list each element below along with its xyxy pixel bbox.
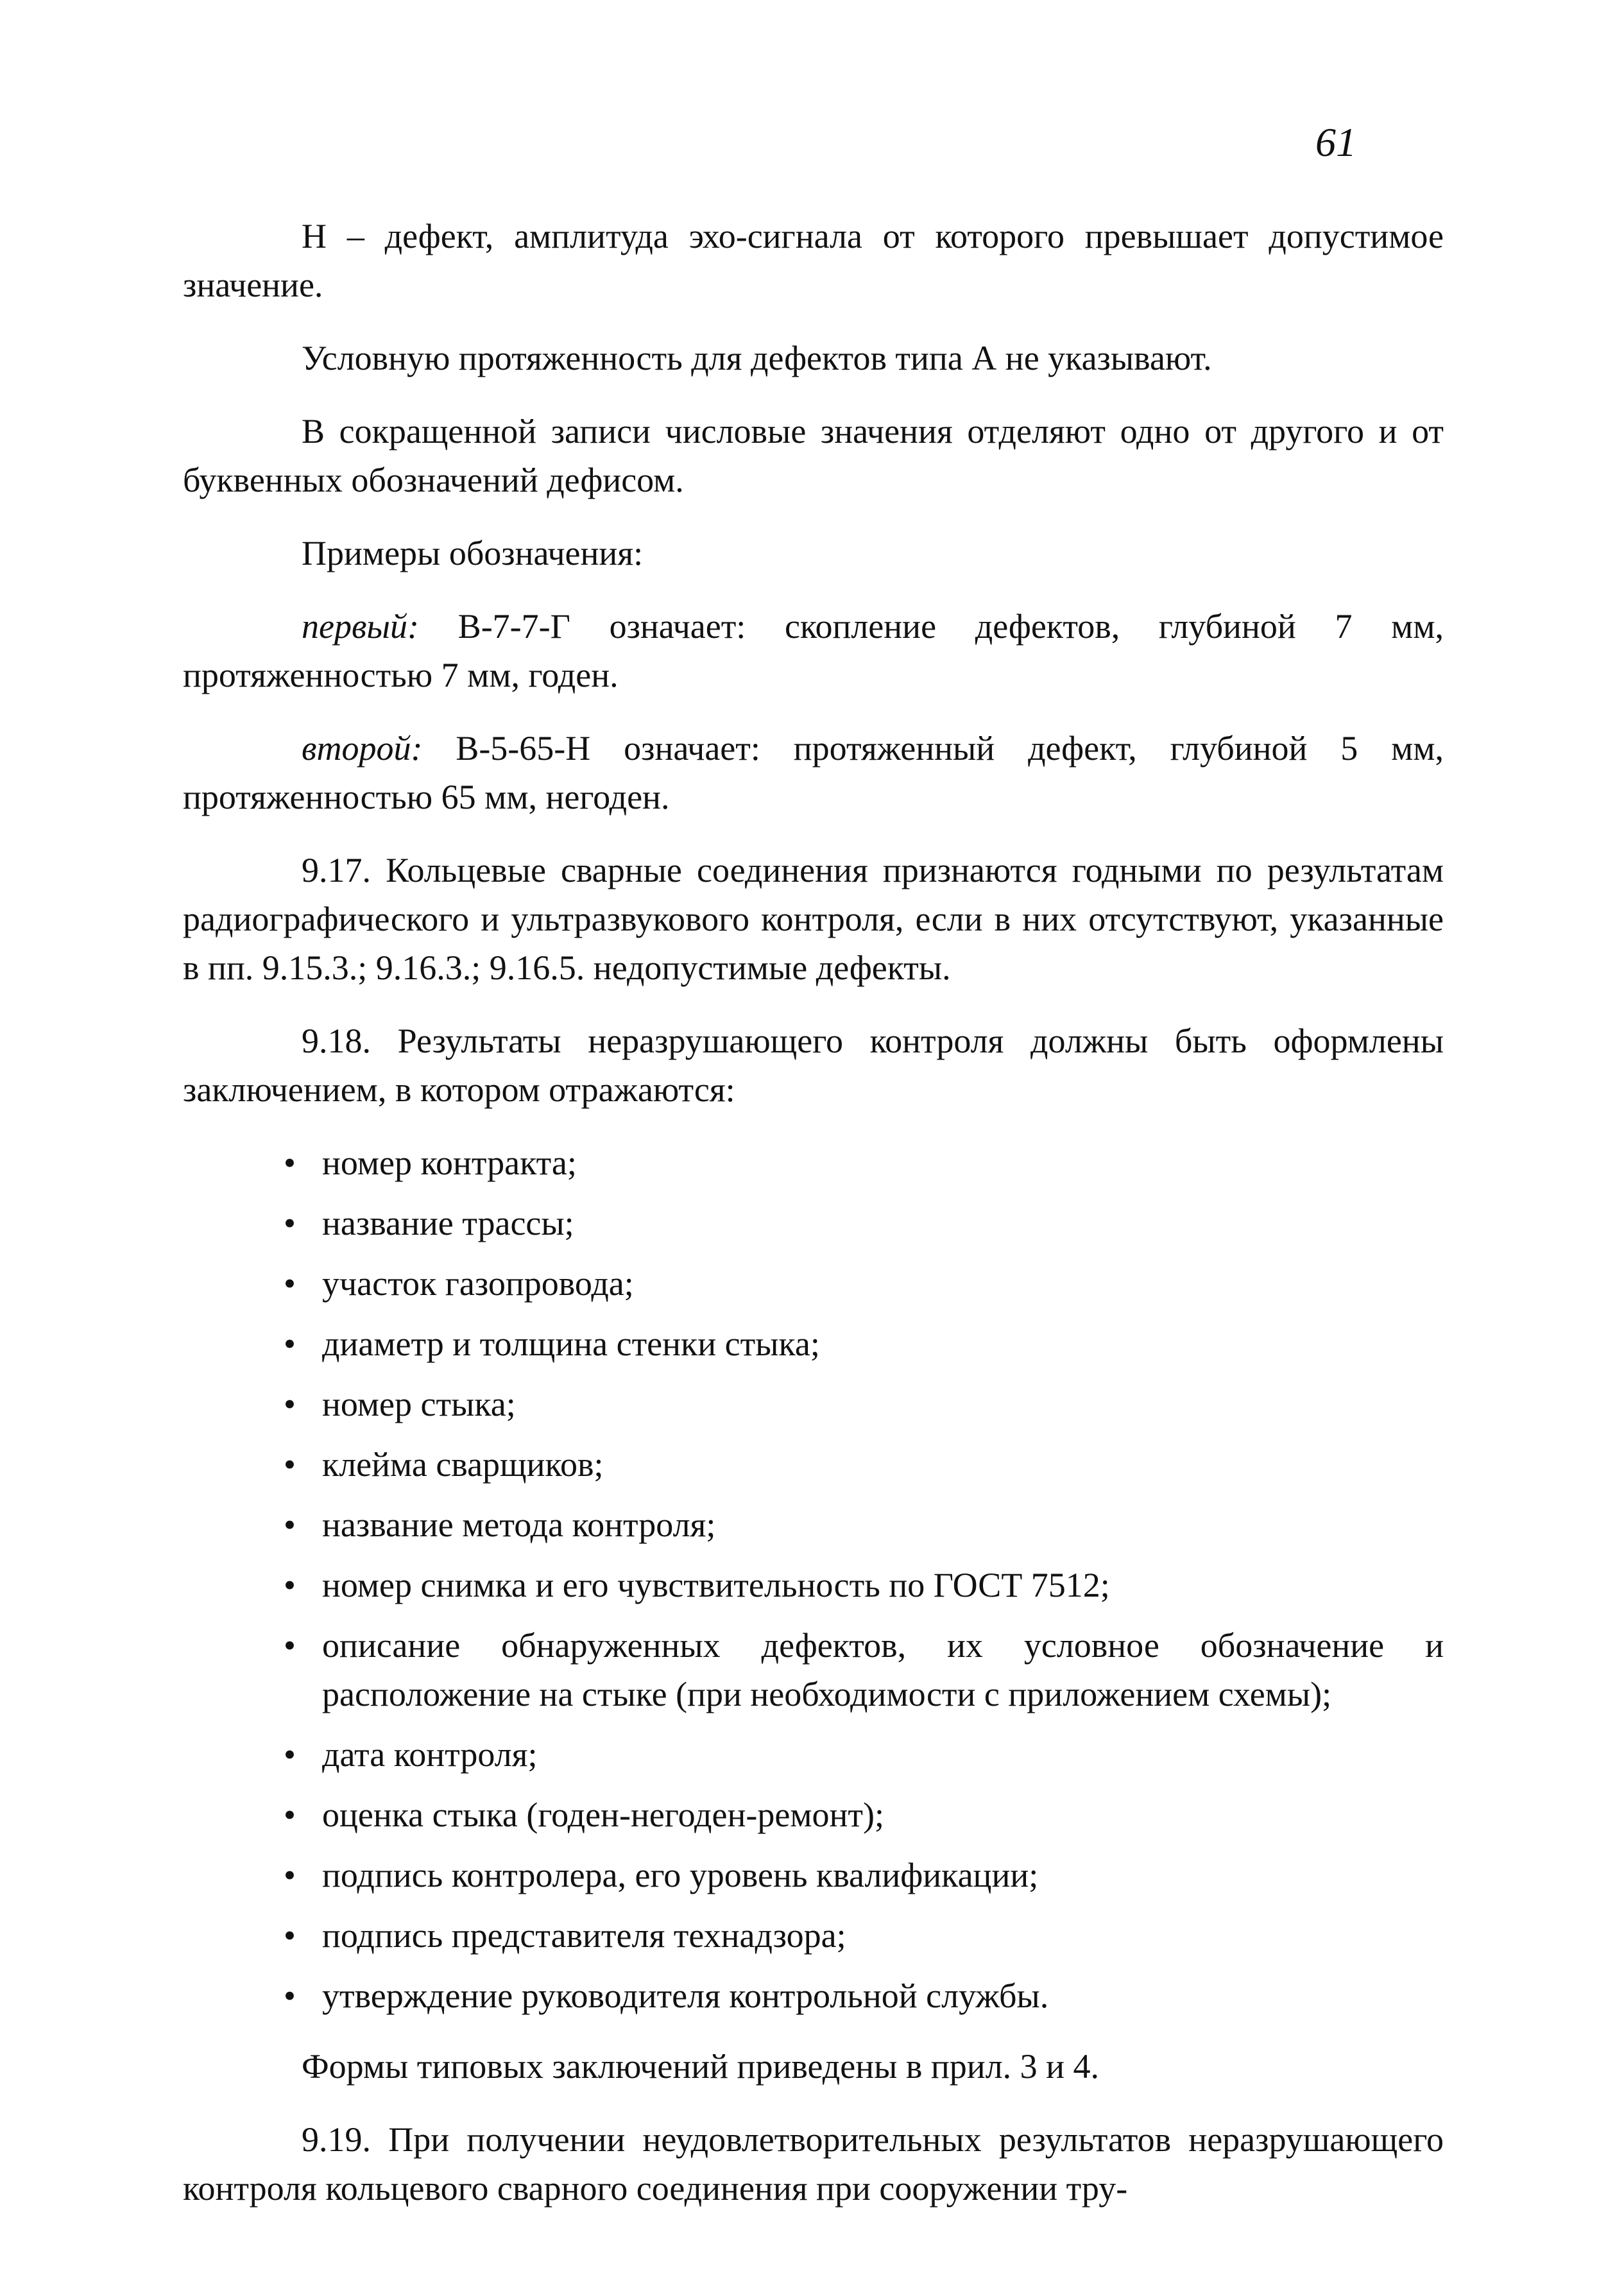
bullet-icon: •	[284, 1856, 296, 1894]
bullet-icon: •	[284, 1445, 296, 1484]
page-number: 61	[1315, 119, 1356, 165]
list-item-text: участок газопровода;	[322, 1264, 634, 1303]
bullet-icon: •	[284, 1977, 296, 2015]
list-item	[183, 1259, 1444, 1308]
example-first-text: В-7-7-Г означает: скопление дефектов, глубиной 7 мм, протяженностью 7 мм, годен.	[183, 607, 1444, 694]
bullet-icon: •	[284, 1796, 296, 1834]
list-item	[183, 1440, 1444, 1489]
list-item-text: подпись представителя технадзора;	[322, 1916, 846, 1955]
list-item	[183, 1971, 1444, 2020]
list-item-text: номер снимка и его чувствительность по ГОСТ 7512;	[322, 1566, 1110, 1604]
example-first	[183, 602, 1444, 699]
example-second	[183, 724, 1444, 821]
list-item-text: название трассы;	[322, 1204, 574, 1242]
list-item	[183, 1911, 1444, 1960]
bullet-icon: •	[284, 1204, 296, 1242]
paragraph-defect-h: Н – дефект, амплитуда эхо-сигнала от которого превышает допустимое значение.	[183, 217, 1444, 304]
bullet-icon: •	[284, 1505, 296, 1544]
list-item	[183, 1199, 1444, 1248]
example-second-label: второй:	[302, 729, 423, 768]
conclusion-items-list	[183, 1138, 1444, 2020]
example-first-label: первый:	[302, 607, 419, 646]
bullet-icon: •	[284, 1385, 296, 1423]
list-item-text: описание обнаруженных дефектов, их условное обозначение и расположение на стыке (при необходимости с приложением схемы);	[322, 1626, 1444, 1713]
list-item-text: номер стыка;	[322, 1385, 516, 1423]
bullet-icon: •	[284, 1916, 296, 1955]
bullet-icon: •	[284, 1735, 296, 1774]
list-item-text: диаметр и толщина стенки стыка;	[322, 1325, 820, 1363]
paragraph-shorthand: В сокращенной записи числовые значения отделяют одно от другого и от буквенных обозначений дефисом.	[183, 412, 1444, 499]
paragraph-examples-heading: Примеры обозначения:	[302, 534, 644, 572]
bullet-icon: •	[284, 1144, 296, 1182]
list-item-text: клейма сварщиков;	[322, 1445, 604, 1484]
list-item	[183, 1621, 1444, 1719]
example-second-text: В-5-65-Н означает: протяженный дефект, глубиной 5 мм, протяженностью 65 мм, негоден.	[183, 729, 1444, 816]
list-item	[183, 1500, 1444, 1549]
list-item-text: подпись контролера, его уровень квалификации;	[322, 1856, 1039, 1894]
list-item	[183, 1561, 1444, 1609]
list-item-text: номер контракта;	[322, 1144, 577, 1182]
list-item	[183, 1851, 1444, 1900]
bullet-icon: •	[284, 1626, 296, 1665]
list-item	[183, 1380, 1444, 1428]
list-item-text: название метода контроля;	[322, 1505, 716, 1544]
page-body	[183, 212, 1444, 2213]
list-item	[183, 1138, 1444, 1187]
list-item	[183, 1319, 1444, 1368]
paragraph-length-note: Условную протяженность для дефектов типа А не указывают.	[302, 339, 1212, 377]
paragraph-9-19: 9.19. При получении неудовлетворительных результатов неразрушающего контроля кольцевого сварного соединения при сооружении тру-	[183, 2120, 1444, 2208]
list-item-text: дата контроля;	[322, 1735, 538, 1774]
bullet-icon: •	[284, 1264, 296, 1303]
paragraph-9-18: 9.18. Результаты неразрушающего контроля должны быть оформлены заключением, в котором отражаются:	[183, 1022, 1444, 1109]
bullet-icon: •	[284, 1325, 296, 1363]
paragraph-9-17: 9.17. Кольцевые сварные соединения признаются годными по результатам радиографического и ультразвукового контроля, если в них отсутствуют, указанные в пп. 9.15.3.; 9.16.3.; 9.16.5. недопустимые дефекты.	[183, 851, 1444, 987]
list-item	[183, 1730, 1444, 1779]
list-item-text: оценка стыка (годен-негоден-ремонт);	[322, 1796, 884, 1834]
paragraph-forms: Формы типовых заключений приведены в прил. 3 и 4.	[302, 2047, 1100, 2086]
list-item-text: утверждение руководителя контрольной службы.	[322, 1977, 1049, 2015]
bullet-icon: •	[284, 1566, 296, 1604]
list-item	[183, 1790, 1444, 1839]
